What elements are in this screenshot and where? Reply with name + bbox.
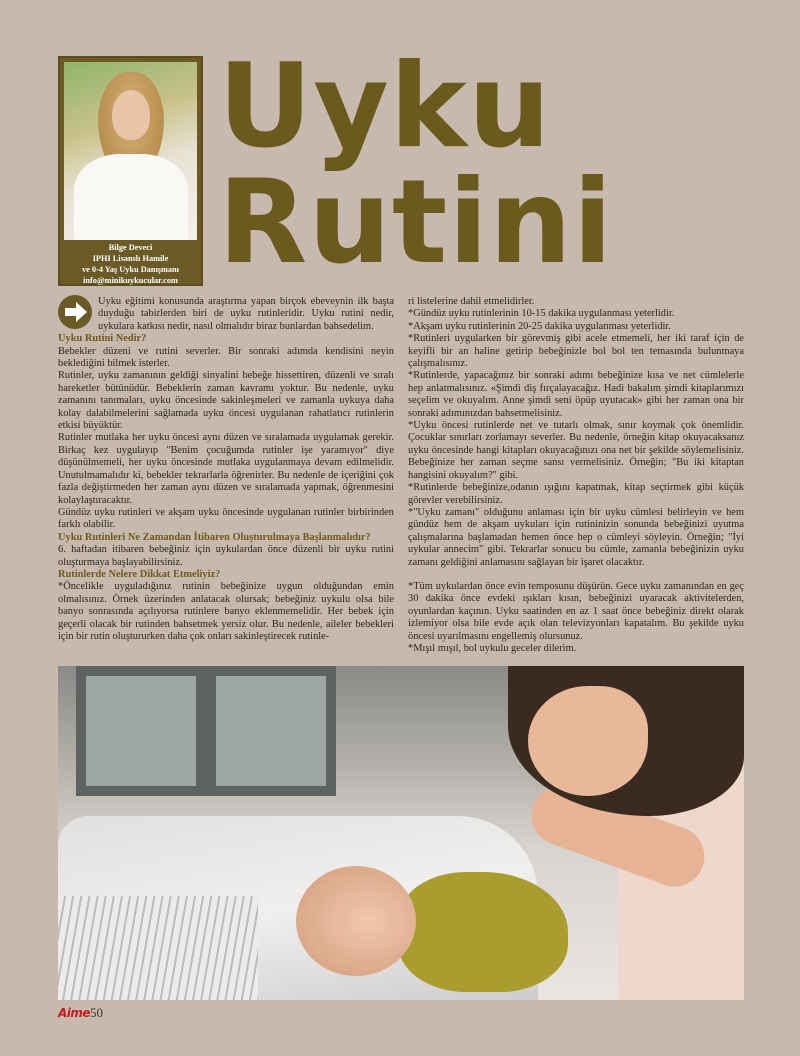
intro-paragraph: Uyku eğitimi konusunda araştırma yapan birçok ebeveynin ilk başta duyduğu tabirlerden biri de uyku rutinleridir. Uyku rutini nedir, uykulara katkısı nedir, nasıl olmalıdır biraz bunlardan bahsedelim.: [98, 296, 394, 332]
author-name: Bilge Deveci: [108, 243, 153, 252]
page-number: 50: [90, 1005, 104, 1020]
paragraph: Rutinler mutlaka her uyku öncesi aynı düzen ve sıralamada uygulamak gerekir. Birkaç kez uygulayıp "Benim çocuğumda rutinler işe yaramıyor" diye düşünülmemeli, her uyku öncesinde mutlaka uygulanmaya devam edilmelidir. Unutulmamalıdır ki, bebekler tekrarlarla öğrenirler. Bu nedenle de içeriğini çok fazla değiştirmeden her zaman aynı düzen ve sıralamada yapmak, öğrenmesini kolaylaştıracaktır.: [58, 432, 394, 506]
author-title: IPHI Lisanslı Hamile: [92, 254, 169, 263]
paragraph: *Rutinlerde bebeğinize,odanın ışığını kapatmak, kitap seçtirmek gibi küçük görevler verebilirsiniz.: [408, 482, 744, 506]
section-heading-1: Uyku Rutini Nedir?: [58, 333, 147, 345]
paragraph: *Mışıl mışıl, bol uykulu geceler dilerim.: [408, 642, 577, 654]
author-info: [62, 242, 199, 286]
author-box: [58, 56, 203, 286]
paragraph: Gündüz uyku rutinleri ve akşam uyku öncesinde uygulanan rutinler birbirinden farklı olabilir.: [58, 506, 394, 531]
paragraph: Bebekler düzeni ve rutini severler. Bir sonraki adımda kendisini neyin beklediğini bilmek isterler.: [58, 345, 394, 370]
paragraph: *Uyku öncesi rutinlerde net ve tutarlı olmak, sınır koymak çok önemlidir. Çocuklar sınırları zorlamayı severler. Bu nedenle, örneğin kitap okuyacaksanız uyku öncesinde hangi kitapları okuyacağınızı ona net bir şekilde söylemelisiniz. Bebeğinize her zaman seçme sansı vermelisiniz. Örneğin; "Bu iki kitaptan hangisini okuyalım?" gibi.: [408, 420, 744, 481]
paragraph: *Gündüz uyku rutinlerinin 10-15 dakika uygulanması yeterlidir.: [408, 308, 675, 320]
paragraph: *Akşam uyku rutinlerinin 20-25 dakika uygulanması yeterlidir.: [408, 320, 671, 332]
paragraph: ri listelerine dahil etmelidirler.: [408, 296, 535, 307]
paragraph: *Rutinleri uygularken bir görevmiş gibi acele etmemeli, her iki taraf için de keyifli bir an haline getirip bebeğinizle bol bol ten temasında bulunmaya çalışmalısınız.: [408, 333, 744, 370]
article-column-right: [408, 296, 744, 655]
page-title-line2: Rutini: [218, 155, 614, 290]
paragraph: *"Uyku zamanı" olduğunu anlaması için bir uyku cümlesi belirleyin ve hem gündüz hem de akşam uykuları için rutininizin sonunda bebeğinizi uyutma çalışmalarına başlamadan hemen önce hep o cümleyi söyleyin. Örneğin; "İyi uykular annecim" gibi. Tekrarlar sonucu bu cümle, zamanla bebeğinizin uyku zamanı geldiğini anlamasını sağlayan bir işaret olacaktır.: [408, 506, 744, 568]
page-title-line1: Uyku: [218, 39, 552, 174]
article-column-left: [58, 296, 394, 643]
page-footer: [58, 1005, 103, 1021]
paragraph: *Tüm uykulardan önce evin temposunu düşürün. Gece uyku zamanından en geç 30 dakika önce evdeki ışıkları kısın, bebeğinizi uyaracak aktivitelerden, oyunlardan kaçının. Uyku saatinden en az 1 saat önce bebeğiniz direkt olarak izlemiyor olsa bile evde açık olan televizyonları kapatalım. Bu şekilde uyku öncesi uyarılmasını engellemiş olursunuz.: [408, 580, 744, 642]
author-email: info@minikuykucular.com: [83, 276, 178, 285]
mother-baby-photo: [58, 666, 744, 1000]
section-heading-2: Uyku Rutinleri Ne Zamandan İtibaren Oluşturulmaya Başlanmalıdır?: [58, 531, 371, 543]
author-subtitle: ve 0-4 Yaş Uyku Danışmanı: [82, 265, 179, 274]
paragraph: *Rutinlerde, yapacağınız bir sonraki adımı bebeğinize kısa ve net cümlelerle hep anlatmalısınız. «Şimdi diş fırçalayacağız. Hadi bakalım şimdi kitaplarımızı seçelim ve okuyalım. Anne şimdi seni öpüp uyutacak» gibi her zaman ona bir sonraki adımınızdan bahsetmelisiniz.: [408, 370, 744, 419]
paragraph: *Öncelikle uyguladığınız rutinin bebeğinize uygun olduğundan emin olmalısınız. Örnek üzerinden anlatacak olursak; bebeğiniz uykulu olsa bile banyo sonrasında açılıyorsa rutinlere banyo eklenmemelidir. Her bebek için geçerli olacak bir rutinden bahsetmek yersiz olur. Bu nedenle, aileler bebekleri için bir rutin oluştururken daha çok onları sakinleştirecek rutinle-: [58, 581, 394, 642]
magazine-logo: Aime: [58, 1006, 91, 1020]
author-photo: [64, 62, 197, 240]
paragraph: 6. haftadan itibaren bebeğiniz için uykulardan önce düzenli bir uyku rutini oluşturmaya başlayabilirsiniz.: [58, 544, 394, 568]
section-heading-3: Rutinlerde Nelere Dikkat Etmeliyiz?: [58, 568, 221, 580]
paragraph: Rutinler, uyku zamanının geldiği sinyalini bebeğe hissettiren, düzenli ve sıralı hareketler bütünüdür. Bebeklerin zaman kavramı yoktur. Bu nedenle, uyku zamanını tanımaları, uyku öncesinde sakinleşmeleri ve zamanla uykuya daha kolay dalabilmelerini sağlamada uyku öncesi uygulanan rahatlatıcı rutinlerin etkisi büyüktür.: [58, 370, 394, 432]
